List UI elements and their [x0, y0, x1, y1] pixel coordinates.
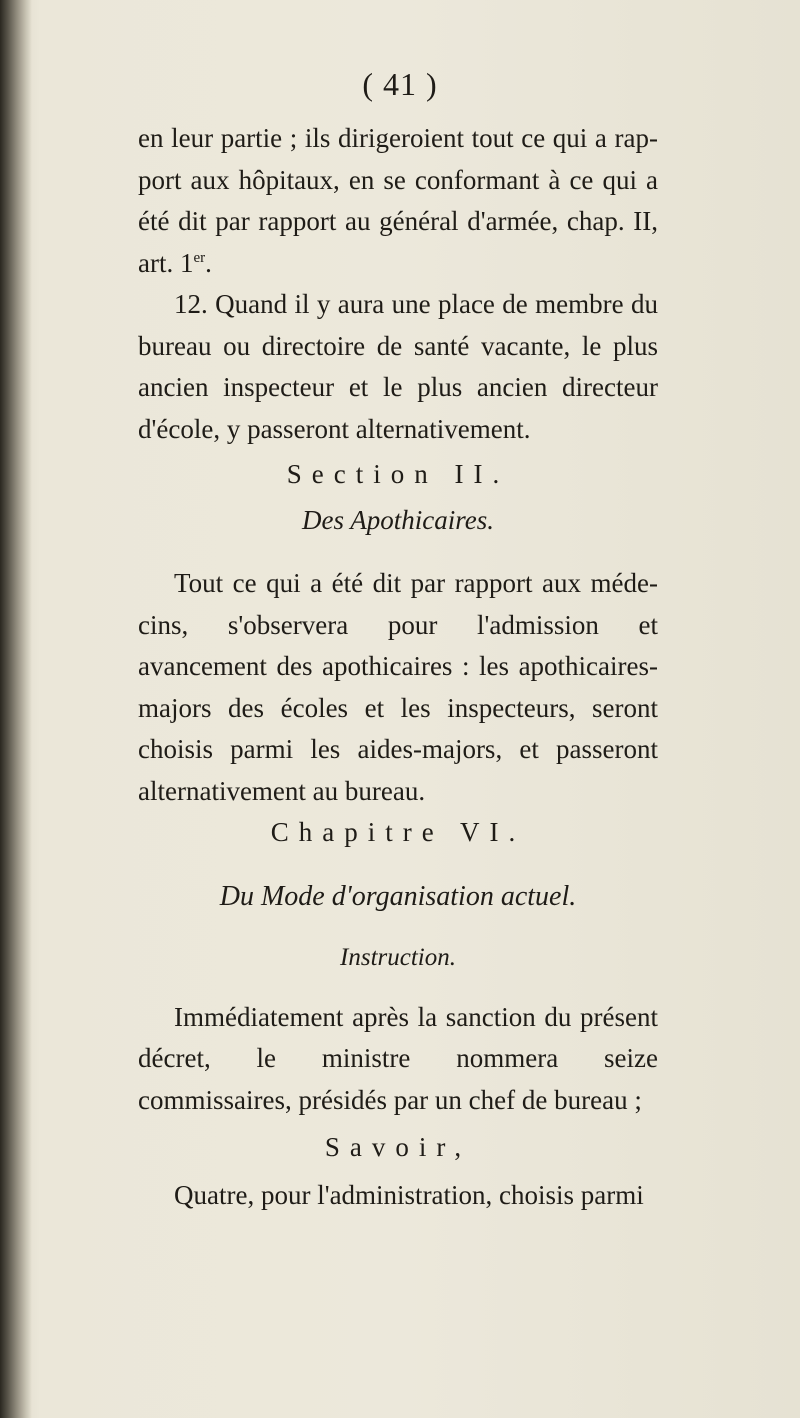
- paragraph-continuation: [138, 118, 658, 284]
- savoir-heading: Savoir,: [324, 1132, 472, 1162]
- article-12: 12. Quand il y aura une place de membre du bureau ou directoire de santé vacante, le plus ancien inspecteur et le plus ancien directeur d'école, y passeront alternativement.: [138, 289, 658, 444]
- final-line: Quatre, pour l'administration, choisis parmi: [174, 1179, 644, 1210]
- instruction-paragraph: Immédiatement après la sanction du présent décret, le ministre nommera seize commissaires, présidés par un chef de bureau ;: [138, 1001, 658, 1115]
- paragraph-continuation-end: .: [205, 247, 212, 278]
- apothicaires-paragraph: Tout ce qui a été dit par rapport aux méde-cins, s'observera pour l'admission et avancement des apothicaires : les apothicaires-majors des écoles et les inspecteurs, seront choisis parmi les aides-majors, et passeront alternativement au bureau.: [138, 568, 658, 806]
- chapter-heading: Chapitre VI.: [270, 817, 526, 847]
- superscript-er: er: [193, 249, 206, 266]
- section-heading: Section II.: [286, 459, 510, 489]
- book-binding-edge: [0, 0, 32, 1418]
- section-title: Des Apothicaires.: [302, 504, 494, 535]
- chapter-title: Du Mode d'organisation actuel.: [219, 880, 577, 912]
- page-body: [138, 118, 658, 1216]
- instruction-title: Instruction.: [340, 944, 456, 971]
- paragraph-continuation-text: en leur partie ; ils dirigeroient tout ce qui a rap-port aux hôpitaux, en se conformant à ce qui a été dit par rapport au général d'armée, chap. II, art. 1: [138, 123, 658, 278]
- page-number: ( 41 ): [362, 66, 438, 102]
